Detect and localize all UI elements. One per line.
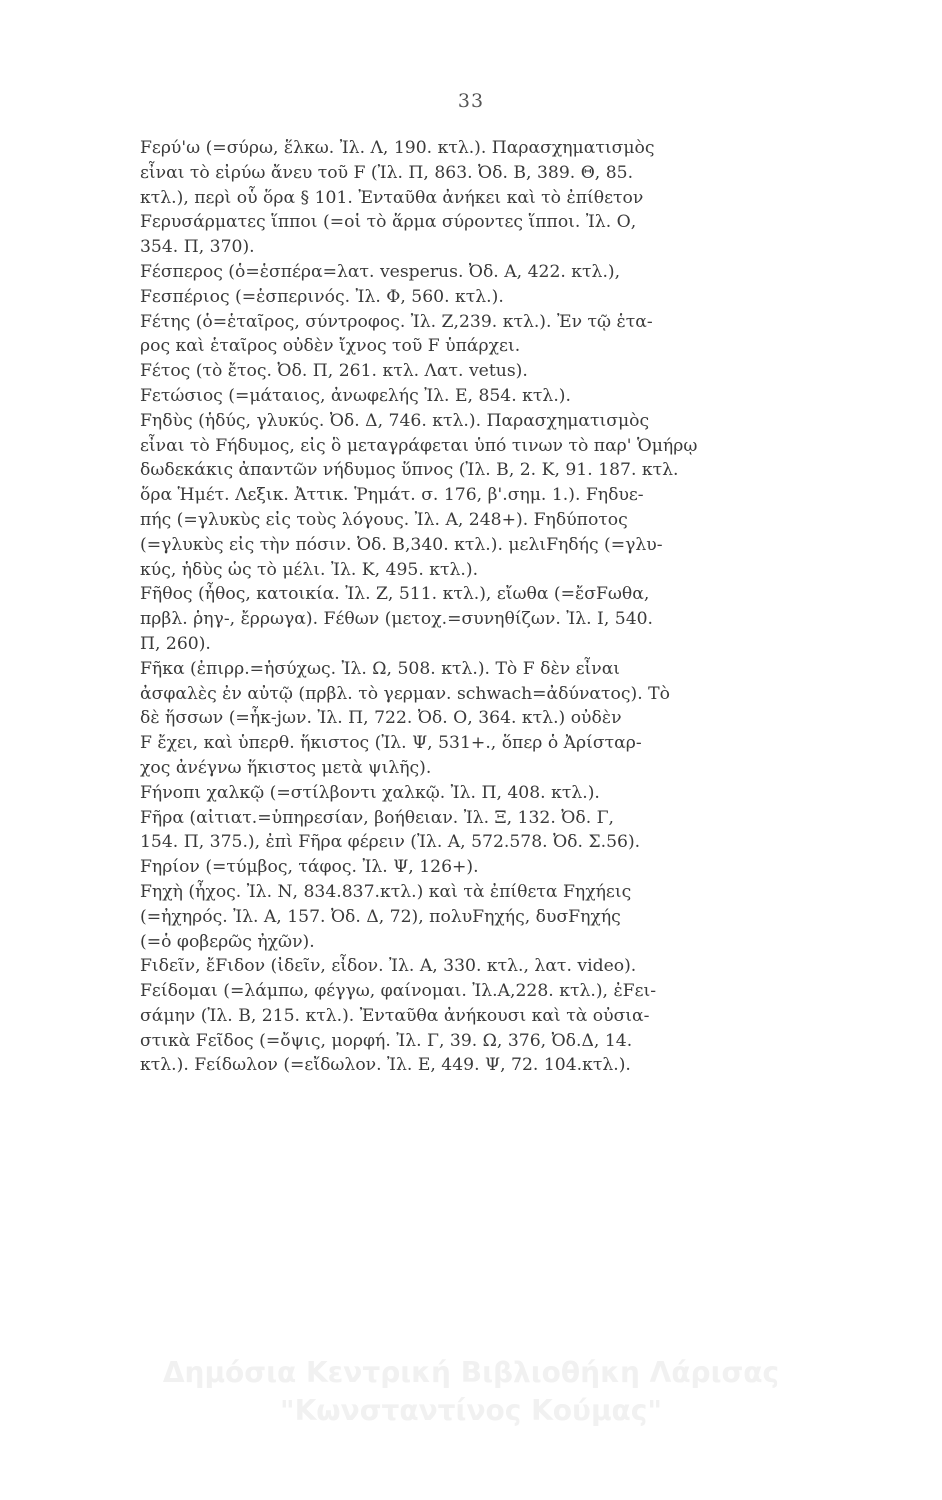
text-line: εἶναι τὸ Fήδυμος, εἰς ὃ μεταγράφεται ὑπό τινων τὸ παρ' Ὁμήρῳ	[140, 435, 698, 456]
text-line: Fέσπερος (ὁ=ἑσπέρα=λατ. vesperus. Ὀδ. Α, 422. κτλ.),	[140, 261, 621, 282]
text-line: δωδεκάκις ἀπαντῶν νήδυμος ὕπνος (Ἰλ. Β, 2. Κ, 91. 187. κτλ.	[140, 460, 679, 481]
text-line: εἶναι τὸ εἰρύω ἄνευ τοῦ F (Ἰλ. Π, 863. Ὀδ. Β, 389. Θ, 85.	[140, 162, 634, 183]
text-line: Fηχὴ (ἦχος. Ἰλ. Ν, 834.837.κτλ.) καὶ τὰ ἐπίθετα Fηχήεις	[140, 881, 632, 902]
text-line: Fηδὺς (ἡδύς, γλυκύς. Ὀδ. Δ, 746. κτλ.). Παρασχηματισμὸς	[140, 410, 650, 431]
text-line: ρος καὶ ἑταῖρος οὐδὲν ἴχνος τοῦ F ὑπάρχει.	[140, 336, 521, 357]
text-line: πής (=γλυκὺς εἰς τοὺς λόγους. Ἰλ. Α, 248+). Fηδύποτος	[140, 509, 628, 530]
page-text	[140, 136, 820, 1078]
library-watermark	[0, 1354, 942, 1430]
text-line: Fέτος (τὸ ἔτος. Ὀδ. Π, 261. κτλ. Λατ. vetus).	[140, 361, 528, 382]
text-line: στικὰ Fεῖδος (=ὄψις, μορφή. Ἰλ. Γ, 39. Ω, 376, Ὀδ.Δ, 14.	[140, 1030, 633, 1051]
text-line: κτλ.), περὶ οὗ ὅρα § 101. Ἐνταῦθα ἀνήκει καὶ τὸ ἐπίθετον	[140, 187, 644, 208]
text-line: F ἔχει, καὶ ὑπερθ. ἥκιστος (Ἰλ. Ψ, 531+., ὅπερ ὁ Ἀρίσταρ-	[140, 733, 642, 754]
text-line: Fιδεῖν, ἔFιδον (ἰδεῖν, εἶδον. Ἰλ. Α, 330. κτλ., λατ. video).	[140, 956, 637, 977]
text-line: Fηρίον (=τύμβος, τάφος. Ἰλ. Ψ, 126+).	[140, 857, 479, 878]
text-line: Fερύ'ω (=σύρω, ἕλκω. Ἰλ. Λ, 190. κτλ.). Παρασχηματισμὸς	[140, 138, 655, 158]
text-line: Fῆθος (ἦθος, κατοικία. Ἰλ. Ζ, 511. κτλ.), εἴωθα (=ἔσFωθα,	[140, 584, 650, 605]
watermark-line-2: "Κωνσταντίνος Κούμας"	[280, 1394, 662, 1427]
text-line: 154. Π, 375.), ἐπὶ Fῆρα φέρειν (Ἰλ. Α, 572.578. Ὀδ. Σ.56).	[140, 832, 641, 853]
text-line: σάμην (Ἰλ. Β, 215. κτλ.). Ἐνταῦθα ἀνήκουσι καὶ τὰ οὐσια-	[140, 1005, 650, 1026]
text-line: Fείδομαι (=λάμπω, φέγγω, φαίνομαι. Ἰλ.Α,228. κτλ.), ἐFει-	[140, 981, 657, 1002]
text-line: (=ὁ φοβερῶς ἠχῶν).	[140, 931, 315, 952]
text-line: ὅρα Ἡμέτ. Λεξικ. Ἀττικ. Ῥημάτ. σ. 176, β'.σημ. 1.). Fηδυε-	[140, 485, 644, 506]
text-line: Fετώσιος (=μάταιος, ἀνωφελής Ἰλ. Ε, 854. κτλ.).	[140, 385, 571, 406]
watermark-line-1: Δημόσια Κεντρική Βιβλιοθήκη Λάρισας	[162, 1356, 780, 1389]
text-line: Fεσπέριος (=ἑσπερινός. Ἰλ. Φ, 560. κτλ.).	[140, 286, 504, 307]
text-line: κύς, ἡδὺς ὡς τὸ μέλι. Ἰλ. Κ, 495. κτλ.).	[140, 559, 479, 580]
text-line: 354. Π, 370).	[140, 237, 255, 258]
text-line: πρβλ. ῥηγ-, ἔρρωγα). Fέθων (μετοχ.=συνηθίζων. Ἰλ. Ι, 540.	[140, 609, 654, 630]
text-line: Fερυσάρματες ἵπποι (=οἱ τὸ ἅρμα σύροντες ἵπποι. Ἰλ. Ο,	[140, 212, 637, 233]
text-line: δὲ ἥσσων (=ἧκ-jων. Ἰλ. Π, 722. Ὀδ. Ο, 364. κτλ.) οὐδὲν	[140, 708, 622, 729]
page-number: 33	[457, 90, 485, 112]
text-line: Fήνοπι χαλκῷ (=στίλβοντι χαλκῷ. Ἰλ. Π, 408. κτλ.).	[140, 782, 600, 803]
text-line: (=γλυκὺς εἰς τὴν πόσιν. Ὀδ. Β,340. κτλ.). μελιFηδής (=γλυ-	[140, 534, 663, 555]
text-line: (=ἠχηρός. Ἰλ. Α, 157. Ὀδ. Δ, 72), πολυFηχής, δυσFηχής	[140, 906, 621, 927]
text-line: Fῆρα (αἰτιατ.=ὑπηρεσίαν, βοήθειαν. Ἰλ. Ξ, 132. Ὀδ. Γ,	[140, 807, 615, 828]
text-line: Fέτης (ὁ=ἑταῖρος, σύντροφος. Ἰλ. Ζ,239. κτλ.). Ἐν τῷ ἑτα-	[140, 311, 653, 332]
text-line: κτλ.). Fείδωλον (=εἴδωλον. Ἰλ. Ε, 449. Ψ, 72. 104.κτλ.).	[140, 1055, 631, 1076]
text-line: ἀσφαλὲς ἐν αὐτῷ (πρβλ. τὸ γερμαν. schwach=ἀδύνατος). Τὸ	[140, 683, 670, 704]
text-line: Fῆκα (ἐπιρρ.=ἡσύχως. Ἰλ. Ω, 508. κτλ.). Τὸ F δὲν εἶναι	[140, 658, 621, 679]
text-line: χος ἀνέγνω ἥκιστος μετὰ ψιλῆς).	[140, 757, 432, 778]
text-line: Π, 260).	[140, 633, 211, 654]
